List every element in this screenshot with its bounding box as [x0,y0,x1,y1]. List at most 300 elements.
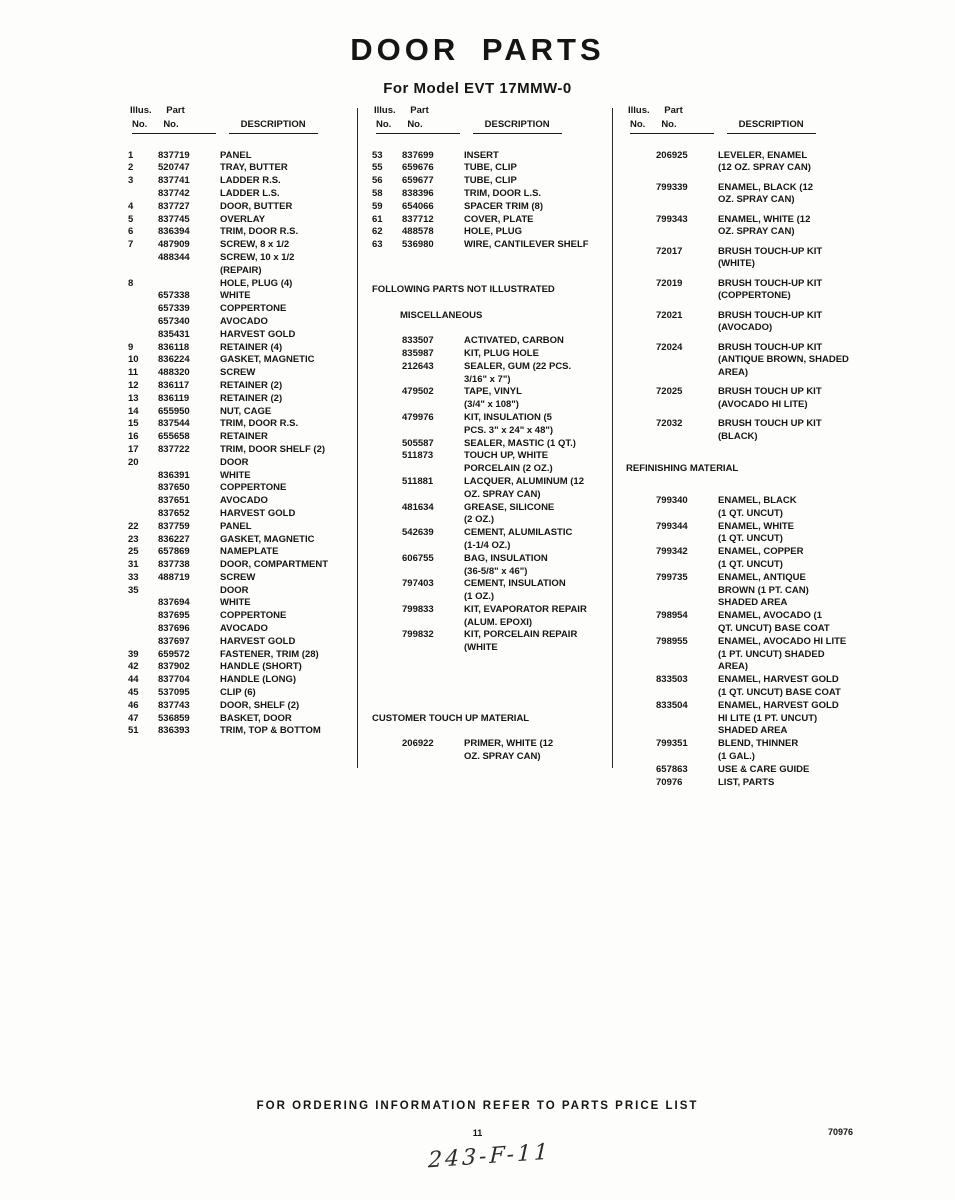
description-line: (1 QT. UNCUT) BASE COAT [718,686,841,698]
description-line: KIT, PLUG HOLE [464,347,539,359]
part-description [718,386,878,412]
part-no: 657340 [158,315,190,327]
part-header: Part [410,105,429,116]
part-no: 72017 [656,245,683,257]
part-no: 537095 [158,687,190,699]
description-line: CEMENT, INSULATION [464,578,566,590]
part-no: 488578 [402,226,434,238]
parts-row [122,188,354,201]
part-description [718,495,878,521]
description-line: CLIP (6) [220,687,256,699]
section-heading: MISCELLANEOUS [400,309,483,321]
illus-no: 6 [128,226,134,238]
header-line-1 [620,105,878,118]
illus-no: 10 [128,354,139,366]
description-line: (1 QT. UNCUT) [718,533,783,545]
parts-row [366,553,606,579]
section-heading: REFINISHING MATERIAL [626,463,739,475]
parts-row [122,534,354,547]
parts-row [620,636,878,674]
illus-no [128,482,158,495]
part-no: 837704 [158,674,190,686]
part-no [158,457,220,470]
parts-row [122,713,354,726]
part-no: 837738 [158,559,190,571]
description-line: WHITE [220,597,251,609]
parts-row [122,559,354,572]
part-no: 837745 [158,213,190,225]
part-description [220,316,354,329]
part-description [464,578,606,604]
parts-row [620,495,878,521]
parts-row [122,290,354,303]
parts-row [122,150,354,163]
part-no: 799342 [656,546,688,558]
illus-no [626,246,656,272]
illus-no [626,342,656,380]
description-line: SEALER, MASTIC (1 QT.) [464,437,576,449]
part-no: 655658 [158,431,190,443]
column-header [122,105,354,134]
description-line: AVOCADO [220,623,268,635]
description-line: HARVEST GOLD [220,507,296,519]
description-line: ENAMEL, AVOCADO (1 [718,610,822,622]
part-no: 511873 [402,450,434,462]
description-line: WHITE [220,469,251,481]
description-line: (BLACK) [718,431,758,443]
part-description [718,246,878,272]
description-line: TUBE, CLIP [464,175,517,187]
description-line: RETAINER [220,431,268,443]
description-line: SHADED AREA [718,725,788,737]
description-line: BLEND, THINNER [718,738,799,750]
column-header [366,105,606,134]
parts-row [620,342,878,380]
part-header: Part [664,105,683,116]
page-number: 11 [472,1128,483,1138]
illus-no: 33 [128,571,139,583]
part-no: 837742 [158,187,190,199]
part-description [718,418,878,444]
description-line: COPPERTONE [220,610,287,622]
part-description [718,738,878,764]
description-line: (WHITE) [718,258,755,270]
parts-row [122,610,354,623]
illus-no [372,553,402,579]
parts-row [366,604,606,630]
illus-no: 45 [128,687,139,699]
parts-column-middle [366,105,606,764]
description-line: BRUSH TOUCH-UP KIT [718,309,823,321]
description-line: HARVEST GOLD [220,328,296,340]
illus-no [128,636,158,649]
parts-row [620,521,878,547]
parts-row [620,764,878,777]
part-no: 488344 [158,251,190,263]
part-description [220,495,354,508]
description-line: TOUCH UP, WHITE [464,450,549,462]
part-no: 505587 [402,437,434,449]
part-description [464,738,606,764]
parts-row [122,162,354,175]
parts-row [122,406,354,419]
illus-no: 31 [128,559,139,571]
description-line: DOOR [220,456,249,468]
description-line: BRUSH TOUCH UP KIT [718,418,822,430]
part-description [220,201,354,214]
description-line: HANDLE (LONG) [220,674,296,686]
illus-no [626,777,656,790]
part-no: 837694 [158,597,190,609]
part-no: 836391 [158,469,190,481]
parts-row [366,386,606,412]
part-description [220,713,354,726]
part-description [464,438,606,451]
description-line: AVOCADO [220,495,268,507]
header-line-2 [122,119,354,134]
description-line: (1 QT. UNCUT) [718,507,783,519]
part-description [464,386,606,412]
description-line: SCREW, 10 x 1/2 [220,251,295,263]
description-line: BRUSH TOUCH UP KIT [718,386,822,398]
description-line: (12 OZ. SPRAY CAN) [718,162,811,174]
parts-row [620,246,878,272]
description-line: GASKET, MAGNETIC [220,533,315,545]
illus-no: 23 [128,533,139,545]
part-no: 799339 [656,181,688,193]
part-no: 799343 [656,213,688,225]
part-no: 833504 [656,699,688,711]
handwritten-annotation: 243-F-11 [427,1139,552,1174]
description-line: (1 PT. UNCUT) SHADED [718,648,825,660]
illus-no [626,738,656,764]
parts-row [122,636,354,649]
illus-no: 39 [128,648,139,660]
part-no: 836224 [158,354,190,366]
parts-row [366,175,606,188]
column-divider [357,108,358,768]
description-line: WIRE, CANTILEVER SHELF [464,239,589,251]
illus-no [626,278,656,304]
parts-row [366,226,606,239]
parts-row [620,738,878,764]
parts-row [366,150,606,163]
part-description [220,508,354,521]
description-line: OZ. SPRAY CAN) [718,194,795,206]
part-header: Part [166,105,185,116]
part-no: 606755 [402,552,434,564]
illus-no-header: No. [132,118,148,130]
description-line: (2 OZ.) [464,514,495,526]
illus-no [372,450,402,476]
header-line-2 [620,119,878,134]
part-no: 536859 [158,712,190,724]
part-description [464,150,606,163]
page-title: DOOR PARTS [350,32,605,67]
part-description [220,470,354,483]
parts-rows [620,150,878,790]
parts-row [122,495,354,508]
part-description [220,188,354,201]
description-line: (AVOCADO) [718,322,773,334]
parts-row [122,470,354,483]
part-no: 487909 [158,239,190,251]
section-heading: CUSTOMER TOUCH UP MATERIAL [372,712,530,724]
part-no: 836394 [158,226,190,238]
description-line: HANDLE (SHORT) [220,661,302,673]
illus-header: Illus. [628,105,650,116]
part-no: 837719 [158,149,190,161]
part-description [220,226,354,239]
description-line: TAPE, VINYL [464,386,522,398]
part-no: 837696 [158,623,190,635]
part-no: 206925 [656,149,688,161]
part-description [464,553,606,579]
description-line: RETAINER (2) [220,379,283,391]
part-description [718,310,878,336]
description-line: PANEL [220,520,252,532]
part-no: 837741 [158,175,190,187]
illus-no: 17 [128,443,139,455]
parts-row [620,777,878,790]
part-no: 836227 [158,533,190,545]
illus-no [128,303,158,316]
part-no: 479976 [402,411,434,423]
part-description [220,597,354,610]
parts-row [366,578,606,604]
illus-header: Illus. [130,105,152,116]
illus-no: 25 [128,546,139,558]
description-line: AREA) [718,367,749,379]
part-no: 479502 [402,386,434,398]
part-description [464,450,606,476]
description-line: OZ. SPRAY CAN) [718,226,795,238]
part-no: 654066 [402,200,434,212]
parts-column-left [122,105,354,738]
description-line: RETAINER (2) [220,392,283,404]
illus-no [372,476,402,502]
description-line: QT. UNCUT) BASE COAT [718,623,830,634]
illus-no [372,527,402,553]
part-description [718,674,878,700]
parts-row [366,527,606,553]
part-no: 833503 [656,674,688,686]
part-description [464,348,606,361]
spacer [620,476,878,495]
part-no: 799340 [656,495,688,507]
part-description [464,175,606,188]
description-line: TRIM, DOOR R.S. [220,226,299,238]
illus-no [626,546,656,572]
part-description [464,502,606,528]
parts-row [122,546,354,559]
section-heading: FOLLOWING PARTS NOT ILLUSTRATED [372,283,555,295]
description-line: (36-5/8" x 46") [464,565,528,577]
illus-no [128,508,158,521]
parts-row [620,674,878,700]
description-line: ENAMEL, COPPER [718,546,804,558]
part-description [220,150,354,163]
description-line: (1 QT. UNCUT) [718,559,783,571]
description-line: TRIM, DOOR L.S. [464,187,542,199]
parts-row [122,700,354,713]
illus-no [372,412,402,438]
description-line: GASKET, MAGNETIC [220,354,315,366]
description-line: AVOCADO [220,315,268,327]
part-no: 836119 [158,392,190,404]
description-line: KIT, PORCELAIN REPAIR [464,629,578,641]
illus-no-header: No. [376,118,392,130]
illus-no [128,188,158,201]
part-description [464,476,606,502]
part-no: 837651 [158,495,190,507]
parts-row [122,226,354,239]
description-line: FASTENER, TRIM (28) [220,648,319,660]
part-description [718,572,878,610]
part-description [220,623,354,636]
description-line: TRIM, DOOR SHELF (2) [220,443,326,455]
illus-no [128,316,158,329]
part-description [718,777,878,790]
part-no: 659572 [158,648,190,660]
spacer [366,322,606,335]
part-no: 70976 [656,776,683,788]
parts-row [620,150,878,176]
part-no: 799832 [402,629,434,641]
part-description [220,290,354,303]
illus-no [626,610,656,636]
part-description [718,546,878,572]
parts-row [122,444,354,457]
spacer [366,252,606,284]
description-line: WHITE [220,290,251,302]
part-description [464,412,606,438]
part-no: 836117 [158,379,190,391]
illus-no: 1 [128,149,134,161]
part-no: 837652 [158,507,190,519]
description-line: ENAMEL, HARVEST GOLD [718,674,839,686]
illus-no [626,764,656,777]
part-description [718,278,878,304]
part-description [220,342,354,355]
part-no: 799735 [656,571,688,583]
part-description [464,201,606,214]
part-no: 536980 [402,239,434,251]
description-line: (REPAIR) [220,264,262,276]
parts-row [122,239,354,252]
parts-row [366,162,606,175]
part-no: 72021 [656,309,683,321]
description-line: OZ. SPRAY CAN) [464,488,541,500]
part-description [718,700,878,738]
illus-no: 47 [128,712,139,724]
illus-no [626,521,656,547]
part-no: 659676 [402,162,434,174]
part-no: 837743 [158,699,190,711]
parts-row [366,738,606,764]
parts-row [366,214,606,227]
parts-row [122,329,354,342]
illus-no: 53 [372,149,383,161]
part-no: 212643 [402,360,434,372]
parts-row [122,521,354,534]
description-line: (ALUM. EPOXI) [464,616,533,628]
description-header: DESCRIPTION [229,119,318,134]
part-description [220,636,354,649]
part-description [220,239,354,252]
spacer [620,444,878,463]
header-line-1 [122,105,354,118]
spacer [366,655,606,713]
part-no: 837699 [402,149,434,161]
part-description [718,150,878,176]
description-line: PORCELAIN (2 OZ.) [464,463,553,475]
part-description [220,393,354,406]
description-line: ENAMEL, BLACK [718,495,797,507]
illus-no [626,700,656,738]
illus-no: 7 [128,239,134,251]
description-line: PANEL [220,149,252,161]
part-description [718,214,878,240]
description-line: ENAMEL, WHITE (12 [718,213,811,225]
description-line: (1 GAL.) [718,750,755,762]
description-line: ACTIVATED, CARBON [464,335,564,347]
part-no: 657869 [158,546,190,558]
parts-row [366,502,606,528]
illus-no [372,604,402,630]
part-description [464,162,606,175]
illus-no: 11 [128,367,139,379]
illus-no: 56 [372,175,383,187]
part-description [464,335,606,348]
description-line: LEVELER, ENAMEL [718,149,808,161]
parts-row [122,393,354,406]
description-line: ENAMEL, HARVEST GOLD [718,699,839,711]
description-line: KIT, EVAPORATOR REPAIR [464,603,587,615]
part-description [220,546,354,559]
part-no-header: No. [661,118,677,130]
description-line: TRAY, BUTTER [220,162,288,174]
description-line: SCREW [220,571,256,583]
illus-no: 58 [372,187,383,199]
description-line: PRIMER, WHITE (12 [464,738,554,750]
description-line: DOOR [220,584,249,596]
parts-row [620,418,878,444]
part-description [464,629,606,655]
parts-rows [366,150,606,764]
description-line: (AVOCADO HI LITE) [718,399,808,411]
description-line: KIT, INSULATION (5 [464,411,552,423]
illus-no-header: No. [630,118,646,130]
description-line: SHADED AREA [718,597,788,609]
part-no: 837544 [158,418,190,430]
part-description [718,521,878,547]
parts-row [366,335,606,348]
description-line: ENAMEL, BLACK (12 [718,181,814,193]
illus-no: 61 [372,213,383,225]
description-line: NAMEPLATE [220,546,279,558]
description-line: (1-1/4 OZ.) [464,539,511,551]
part-no: 799833 [402,603,434,615]
part-no: 657863 [656,763,688,775]
part-no: 798955 [656,635,688,647]
illus-no [128,610,158,623]
part-description [220,380,354,393]
part-description [220,418,354,431]
part-no: 655950 [158,405,190,417]
description-line: RETAINER (4) [220,341,283,353]
illus-no: 3 [128,175,134,187]
